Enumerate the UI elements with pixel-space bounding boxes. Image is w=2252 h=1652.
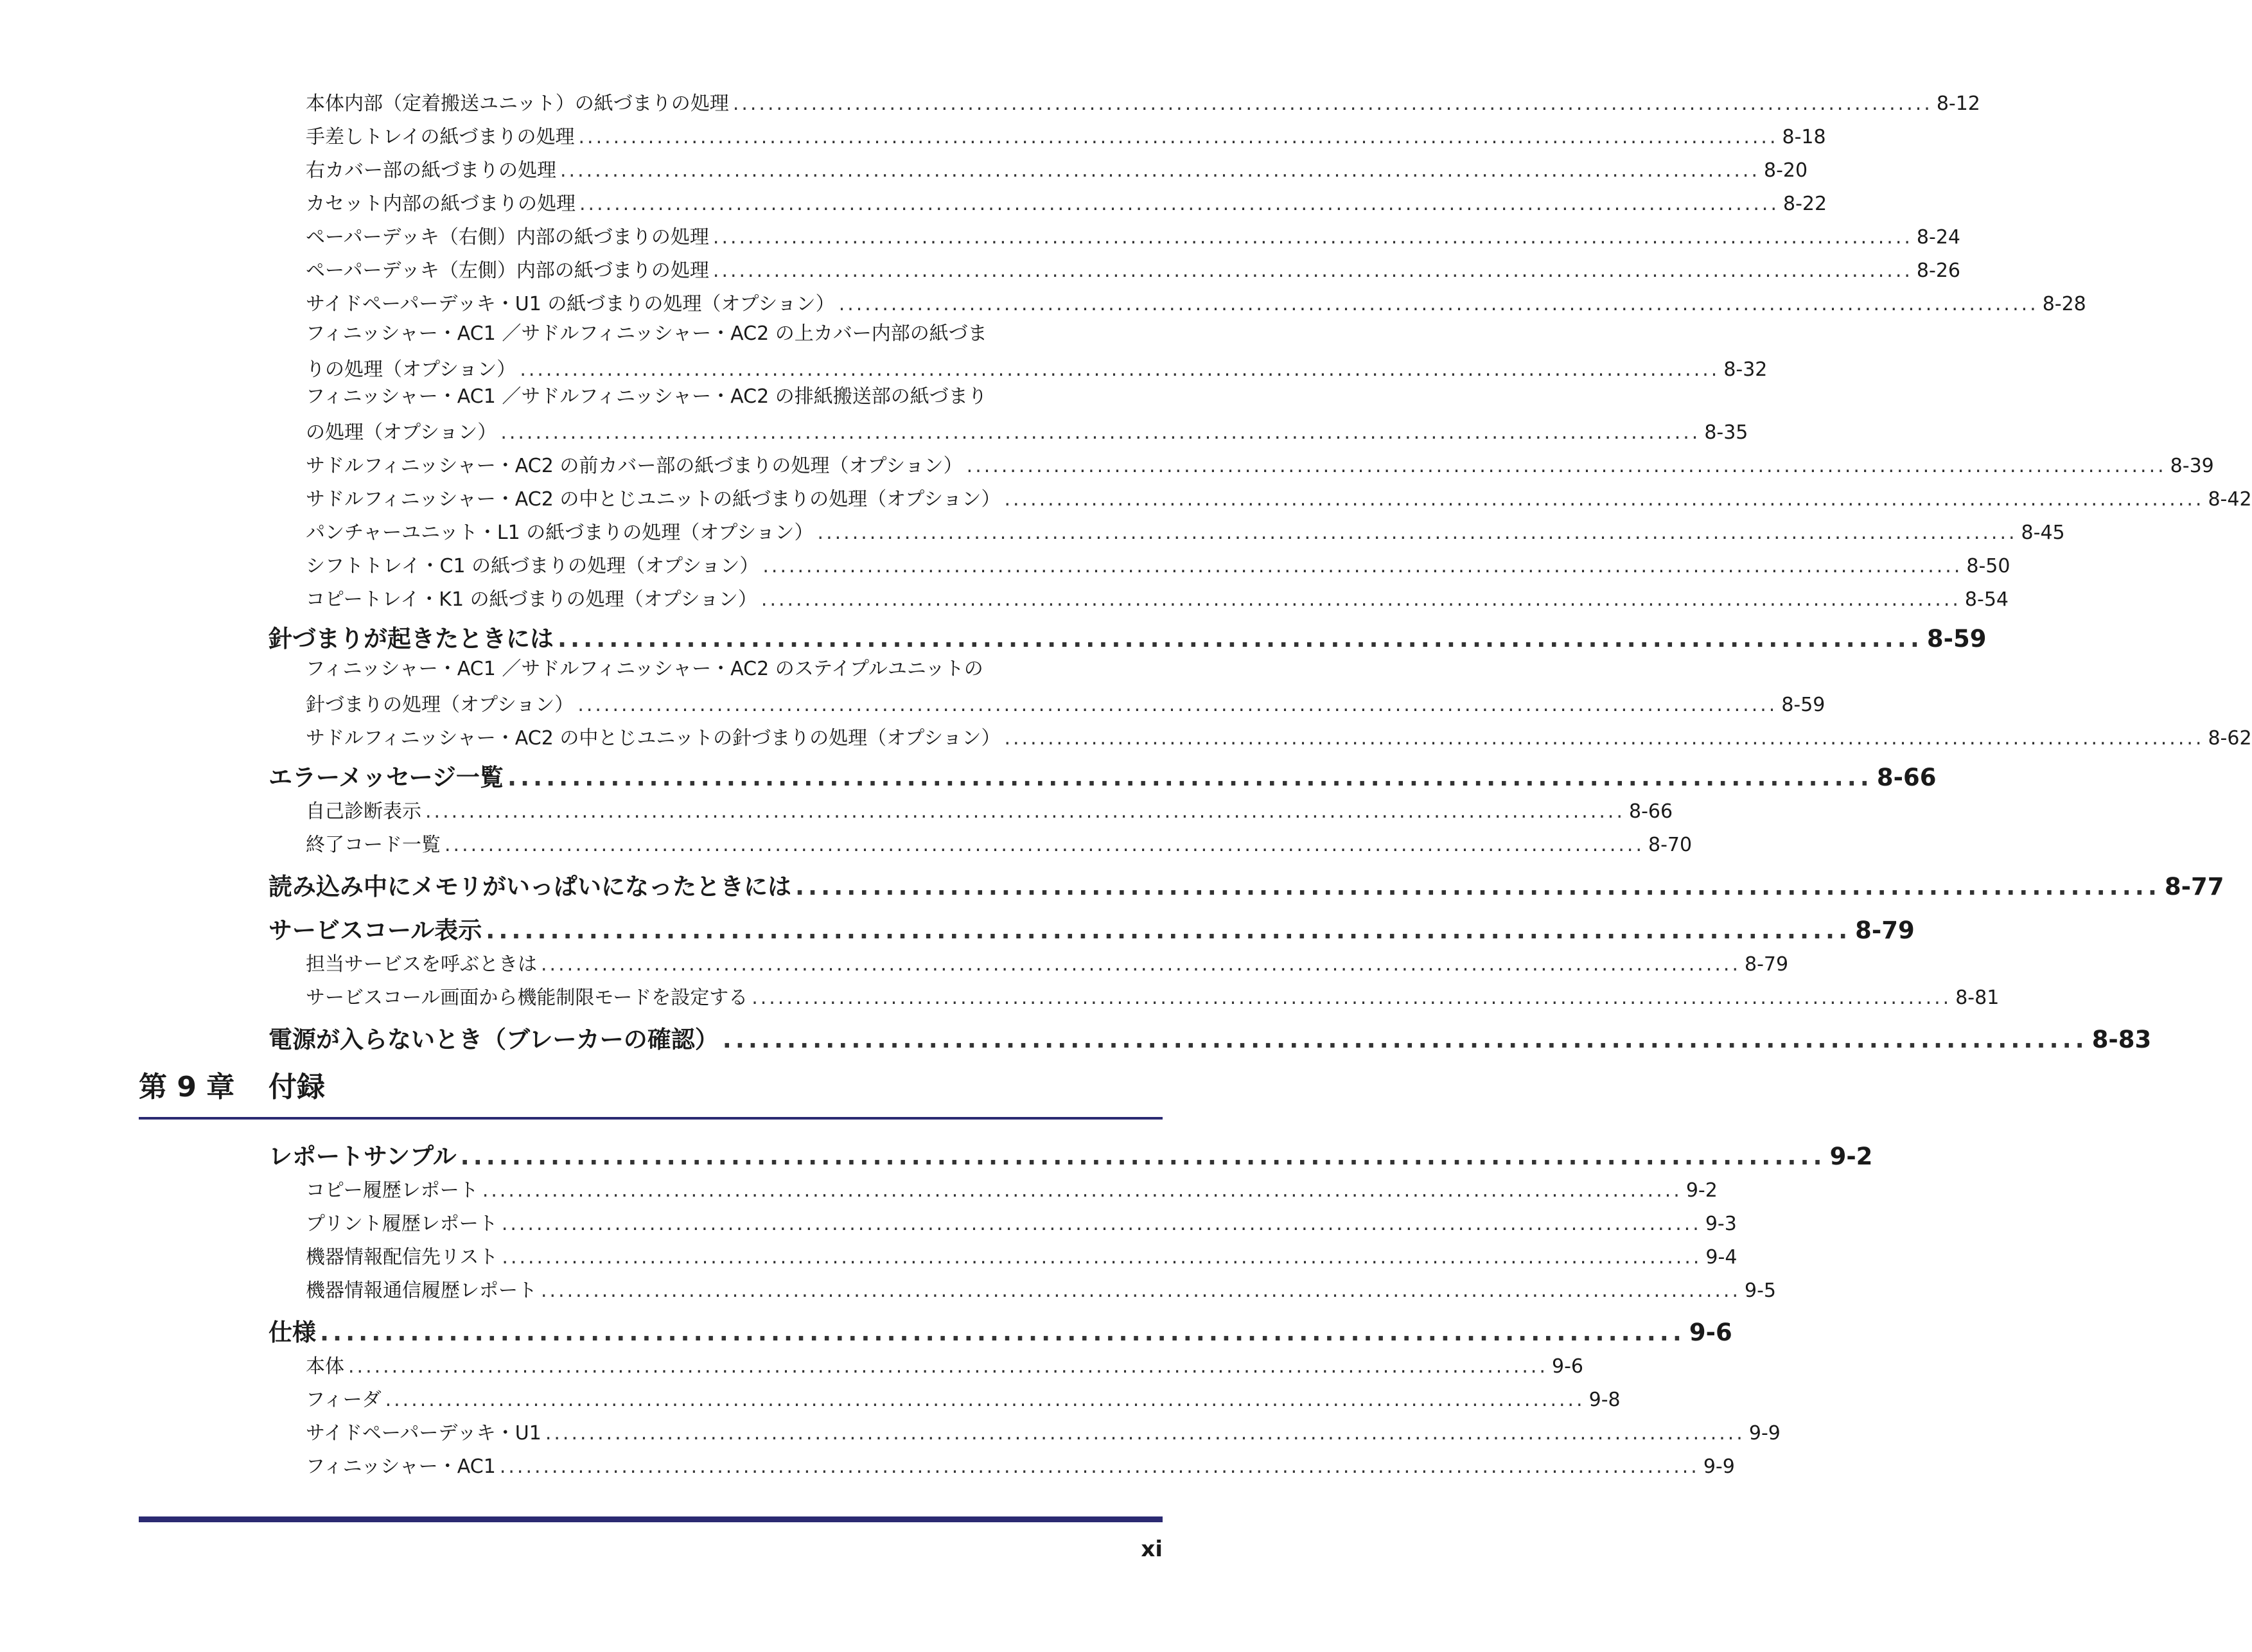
dot-leader: .......................................................................................................................................... [838,293,2039,315]
toc-section-page: 8-66 [1876,764,1937,791]
toc-entry-title: ペーパーデッキ（右側）内部の紙づまりの処理 [306,226,709,249]
toc-entry-title: サイドペーパーデッキ・U1 [306,1422,541,1445]
toc-entry-title: サドルフィニッシャー・AC2 の中とじユニットの針づまりの処理（オプション） [306,727,1001,750]
toc-section[interactable] [268,755,1937,793]
toc-entry-page: 8-22 [1783,193,1827,215]
toc-entry-page: 8-62 [2208,727,2252,750]
toc-entry[interactable] [306,791,1673,825]
page-number: xi [1141,1536,1163,1562]
toc-entry[interactable] [306,579,2009,613]
dot-leader: .......................................................................................................................................... [577,694,1778,716]
dot-leader: .......................................................................................................................................... [752,987,1952,1009]
dot-leader: .......................................................................................................................................... [520,358,1720,381]
dot-leader: .......................................................................................................................................... [761,588,1961,611]
toc-entry[interactable] [306,446,2214,479]
dot-leader: .......................................................................................................................................... [545,1422,1745,1445]
dot-leader: .......................................................................................................................................... [578,126,1779,148]
toc-entry-page: 8-50 [1966,555,2010,577]
toc-entry-title: シフトトレイ・C1 の紙づまりの処理（オプション） [306,555,759,577]
toc-entry-page: 9-5 [1745,1279,1776,1302]
dot-leader: .......................................................................................................................................... [501,1213,1702,1235]
toc-entry[interactable] [306,944,1789,978]
toc-section-page: 8-83 [2091,1026,2152,1053]
toc-entry-title: 終了コード一覧 [306,834,441,856]
toc-entry[interactable] [306,250,1960,284]
dot-leader: .......................................................................................................... [795,873,2161,901]
toc-entry-title: 機器情報通信履歴レポート [306,1279,537,1302]
dot-leader: .......................................................................................................................................... [1004,727,2204,750]
dot-leader: .......................................................................................................................................... [499,1455,1700,1478]
toc-entry-page: 8-28 [2042,293,2086,315]
toc-entry-page: 8-20 [1764,159,1808,182]
toc-entry-title: 手差しトレイの紙づまりの処理 [306,126,575,148]
toc-entry-page: 9-9 [1703,1455,1735,1478]
dot-leader: .......................................................................................................................................... [1004,488,2204,511]
toc-entry[interactable] [306,825,1693,858]
toc-entry[interactable] [306,1237,1737,1270]
toc-entry-title: カセット内部の紙づまりの処理 [306,193,576,215]
dot-leader: .......................................................................................................................................... [579,193,1779,215]
toc-entry-page: 9-4 [1705,1246,1737,1269]
dot-leader: .......................................................................................................................................... [712,259,1913,282]
dot-leader: .......................................................................................................................................... [712,226,1913,249]
toc-section[interactable] [268,865,2224,902]
toc-entry[interactable] [306,1270,1776,1304]
toc-section-title: 仕様 [268,1319,316,1346]
toc-section-page: 8-79 [1855,917,1915,944]
dot-leader: .......................................................................................................................................... [502,1246,1702,1269]
toc-entry-page: 8-24 [1916,226,1960,249]
toc-section-title: エラーメッセージ一覧 [268,764,504,791]
toc-entry-title: サービスコール画面から機能制限モードを設定する [306,987,748,1009]
toc-section[interactable] [268,617,1987,654]
toc-entry-title-line1[interactable]: フィニッシャー・AC1 ／サドルフィニッシャー・AC2 のステイプルユニットの [306,658,983,680]
toc-entry-page: 8-70 [1648,834,1693,856]
toc-entry-page: 9-8 [1588,1389,1621,1411]
dot-leader: .......................................................................................................................................... [541,953,1741,976]
toc-entry[interactable] [306,1346,1583,1380]
toc-entry-title: 担当サービスを呼ぶときは [306,953,537,976]
toc-entry-page: 8-45 [2021,522,2065,544]
toc-entry-title-line2: 針づまりの処理（オプション） [306,694,574,716]
toc-entry-title: プリント履歴レポート [306,1213,498,1235]
toc-entry-page: 8-59 [1781,694,1825,716]
toc-entry-title-line1[interactable]: フィニッシャー・AC1 ／サドルフィニッシャー・AC2 の上カバー内部の紙づま [306,322,987,345]
dot-leader: .......................................................................................................................................... [348,1355,1548,1378]
toc-section[interactable] [268,1017,2152,1055]
toc-entry[interactable] [306,1413,1781,1446]
dot-leader: .......................................................................................................... [722,1026,2088,1053]
toc-section-title: レポートサンプル [268,1143,457,1170]
toc-entry-page: 9-3 [1705,1213,1737,1235]
toc-entry-title-line2: りの処理（オプション） [306,358,516,381]
dot-leader: .......................................................................................................... [320,1319,1685,1346]
toc-entry-page: 8-39 [2170,455,2214,477]
toc-section-title: 読み込み中にメモリがいっぱいになったときには [268,873,791,901]
toc-entry-page: 8-18 [1782,126,1826,148]
dot-leader: .......................................................................................................... [460,1143,1826,1170]
toc-entry-page: 9-9 [1748,1422,1781,1445]
toc-entry-title: 右カバー部の紙づまりの処理 [306,159,556,182]
toc-entry[interactable] [306,1170,1718,1204]
toc-entry[interactable] [306,1446,1735,1480]
toc-entry[interactable] [306,546,2010,579]
toc-entry-title: 本体内部（定着搬送ユニット）の紙づまりの処理 [306,92,729,115]
dot-leader: .......................................................................................................... [486,917,1852,944]
footer-divider [139,1516,1163,1522]
toc-entry-title-line2: の処理（オプション） [306,421,497,444]
toc-entry[interactable] [306,117,1826,150]
toc-entry-title: フィニッシャー・AC1 [306,1455,496,1478]
dot-leader: .......................................................................................................... [507,764,1873,791]
chapter-divider [139,1117,1163,1120]
toc-entry[interactable] [306,349,1768,383]
toc-entry-page: 8-42 [2208,488,2252,511]
toc-entry-title: サドルフィニッシャー・AC2 の前カバー部の紙づまりの処理（オプション） [306,455,963,477]
toc-entry-page: 8-66 [1629,800,1673,823]
toc-entry-title: サイドペーパーデッキ・U1 の紙づまりの処理（オプション） [306,293,835,315]
toc-section[interactable] [268,1134,1873,1172]
toc-entry-page: 9-6 [1552,1355,1583,1378]
toc-section-page: 8-59 [1926,625,1987,653]
dot-leader: .......................................................................................................................................... [966,455,2167,477]
toc-entry-title: サドルフィニッシャー・AC2 の中とじユニットの紙づまりの処理（オプション） [306,488,1001,511]
toc-entry-page: 8-81 [1955,987,2000,1009]
chapter-number: 第 9 章 [139,1071,235,1103]
toc-entry-title: ペーパーデッキ（左側）内部の紙づまりの処理 [306,259,709,282]
toc-entry-page: 8-32 [1723,358,1768,381]
dot-leader: .......................................................................................................... [558,625,1923,653]
toc-entry[interactable] [306,1204,1737,1237]
toc-section-title: 針づまりが起きたときには [268,625,554,653]
toc-entry-page: 8-54 [1964,588,2009,611]
dot-leader: .......................................................................................................................................... [500,421,1701,444]
toc-entry-page: 8-35 [1704,421,1748,444]
toc-entry[interactable] [306,718,2252,751]
toc-entry[interactable] [306,284,2086,317]
toc-entry-title-line1[interactable]: フィニッシャー・AC1 ／サドルフィニッシャー・AC2 の排紙搬送部の紙づまり [306,385,987,408]
toc-entry[interactable] [306,978,2000,1011]
toc-entry[interactable] [306,685,1825,718]
toc-entry-page: 8-79 [1745,953,1789,976]
toc-entry[interactable] [306,150,1808,184]
toc-entry-title: 自己診断表示 [306,800,421,823]
toc-entry-page: 8-26 [1916,259,1960,282]
toc-entry[interactable] [306,217,1960,250]
toc-section[interactable] [268,908,1915,945]
dot-leader: .......................................................................................................................................... [732,92,1933,115]
chapter-title: 付録 [268,1071,325,1103]
dot-leader: .......................................................................................................................................... [541,1279,1741,1302]
dot-leader: .......................................................................................................................................... [817,522,2018,544]
toc-entry-title: コピートレイ・K1 の紙づまりの処理（オプション） [306,588,757,611]
toc-entry[interactable] [306,412,1748,446]
toc-entry[interactable] [306,479,2252,513]
toc-entry-title: コピー履歴レポート [306,1179,479,1202]
dot-leader: .......................................................................................................................................... [444,834,1644,856]
toc-entry-page: 8-12 [1936,92,1980,115]
toc-entry-title: パンチャーユニット・L1 の紙づまりの処理（オプション） [306,522,814,544]
toc-entry-title: 本体 [306,1355,344,1378]
toc-entry[interactable] [306,83,1980,117]
toc-section-title: サービスコール表示 [268,917,482,944]
dot-leader: .......................................................................................................................................... [385,1389,1585,1411]
toc-section[interactable] [268,1310,1732,1348]
dot-leader: .......................................................................................................................................... [560,159,1760,182]
toc-entry-title: 機器情報配信先リスト [306,1246,498,1269]
toc-section-page: 9-6 [1689,1319,1732,1346]
toc-entry[interactable] [306,1380,1621,1413]
toc-section-title: 電源が入らないとき（ブレーカーの確認） [268,1026,719,1053]
toc-entry-page: 9-2 [1685,1179,1718,1202]
toc-section-page: 8-77 [2164,873,2224,901]
toc-entry[interactable] [306,513,2065,546]
dot-leader: .......................................................................................................................................... [425,800,1625,823]
toc-section-page: 9-2 [1829,1143,1873,1170]
dot-leader: .......................................................................................................................................... [482,1179,1682,1202]
toc-entry-title: フィーダ [306,1389,382,1411]
dot-leader: .......................................................................................................................................... [762,555,1963,577]
toc-entry[interactable] [306,184,1827,217]
